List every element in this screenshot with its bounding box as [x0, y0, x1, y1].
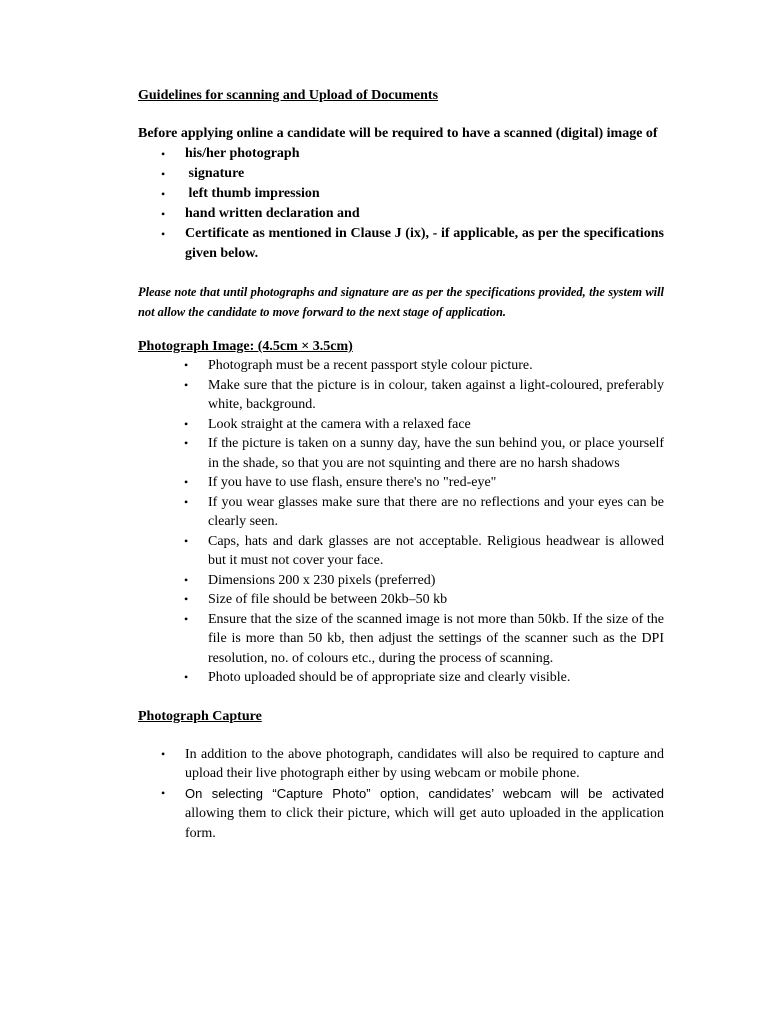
bullet-icon: •: [184, 416, 189, 431]
list-item-text: In addition to the above photograph, candidates will also be required to capture and upload their live photograph either by using webcam or mobile phone.: [185, 746, 664, 781]
bullet-icon: •: [161, 187, 166, 201]
list-item: [161, 784, 664, 844]
bullet-icon: •: [184, 670, 189, 684]
photo-section-heading: Photograph Image: (4.5cm × 3.5cm): [138, 339, 353, 354]
list-item: [184, 590, 664, 610]
intro-paragraph: Before applying online a candidate will be required to have a scanned (digital) image of: [138, 126, 658, 141]
list-item: [184, 532, 664, 571]
list-item: [184, 668, 664, 688]
bullet-icon: •: [161, 785, 166, 800]
list-item-text: If you have to use flash, ensure there's no "red-eye": [208, 475, 497, 490]
bullet-icon: •: [161, 207, 166, 221]
capture-guidelines-list: [138, 745, 664, 844]
bullet-icon: •: [184, 436, 189, 450]
bullet-icon: •: [161, 227, 166, 241]
list-item-text-prefix: On selecting “Capture Photo” option, candidates’ webcam will be activated: [185, 785, 664, 801]
list-item: [184, 434, 664, 473]
list-item-text: left thumb impression: [185, 186, 320, 201]
list-item: [184, 610, 664, 669]
bullet-icon: •: [161, 746, 166, 761]
list-item: [161, 204, 664, 224]
list-item-text: signature: [185, 166, 245, 181]
list-item: [161, 164, 664, 184]
note-paragraph: Please note that until photographs and signature are as per the specifications provided, the system will not allow the candidate to move forward to the next stage of application.: [138, 285, 664, 319]
list-item: [161, 144, 664, 164]
bullet-icon: •: [184, 572, 189, 587]
document-page: [138, 86, 664, 843]
photo-guidelines-list: [138, 356, 664, 688]
bullet-icon: •: [184, 611, 189, 626]
capture-section-heading: Photograph Capture: [138, 708, 262, 724]
list-item-text-suffix: allowing them to click their picture, which will get auto uploaded in the application form.: [185, 806, 664, 841]
list-item-text: Look straight at the camera with a relaxed face: [208, 416, 471, 432]
list-item-text: Ensure that the size of the scanned image is not more than 50kb. If the size of the file is more than 50 kb, then adjust the settings of the scanner such as the DPI resolution, no. of colours etc., during the process of scanning.: [208, 611, 664, 666]
list-item-text: Size of file should be between 20kb–50 kb: [208, 592, 448, 607]
list-item-text: his/her photograph: [185, 146, 300, 161]
list-item-text: Photo uploaded should be of appropriate size and clearly visible.: [208, 670, 571, 685]
document-title: Guidelines for scanning and Upload of Documents: [138, 88, 439, 103]
bullet-icon: •: [184, 592, 189, 606]
list-item-text: hand written declaration and: [185, 206, 360, 221]
bullet-icon: •: [184, 377, 189, 392]
list-item: [184, 356, 664, 376]
bullet-icon: •: [184, 533, 189, 548]
list-item: [184, 571, 664, 591]
list-item-text: Make sure that the picture is in colour, taken against a light-coloured, preferably white, background.: [208, 377, 664, 412]
list-item: [184, 376, 664, 415]
list-item: [161, 224, 664, 264]
list-item-text: Caps, hats and dark glasses are not acceptable. Religious headwear is allowed but it must not cover your face.: [208, 533, 664, 568]
list-item-text: Certificate as mentioned in Clause J (ix), - if applicable, as per the specifications given below.: [185, 226, 664, 261]
bullet-icon: •: [161, 147, 166, 161]
list-item-text: Photograph must be a recent passport style colour picture.: [208, 358, 533, 373]
list-item: [161, 184, 664, 204]
required-items-list: [138, 144, 664, 264]
list-item-text: Dimensions 200 x 230 pixels (preferred): [208, 572, 436, 588]
list-item-text: If the picture is taken on a sunny day, have the sun behind you, or place yourself in the shade, so that you are not squinting and there are no harsh shadows: [208, 436, 664, 471]
list-item: [184, 415, 664, 435]
bullet-icon: •: [184, 494, 189, 509]
list-item: [184, 473, 664, 493]
bullet-icon: •: [161, 167, 166, 181]
bullet-icon: •: [184, 475, 189, 489]
list-item-text: If you wear glasses make sure that there are no reflections and your eyes can be clearly seen.: [208, 494, 664, 529]
list-item: [161, 745, 664, 784]
bullet-icon: •: [184, 358, 189, 372]
list-item: [184, 493, 664, 532]
